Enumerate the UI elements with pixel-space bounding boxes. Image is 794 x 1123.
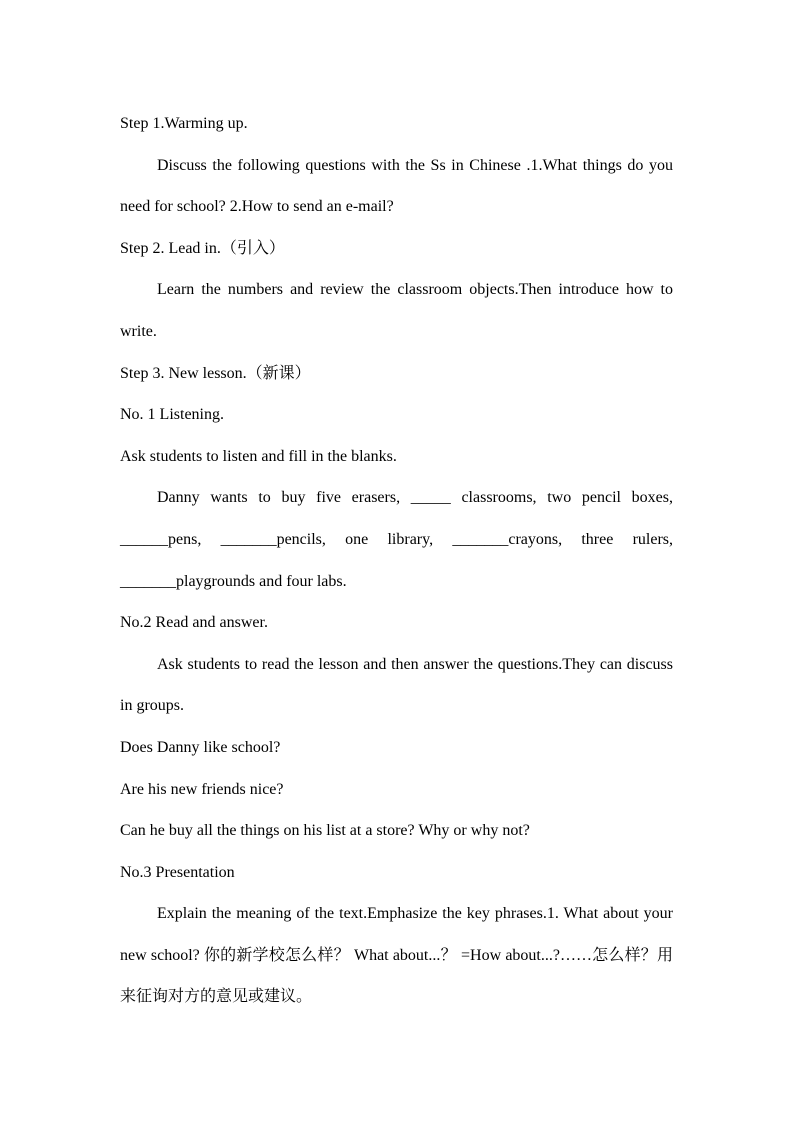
- question-3: Can he buy all the things on his list at a store? Why or why not?: [120, 822, 530, 840]
- listening-heading: No. 1 Listening.: [120, 406, 224, 424]
- listening-instruction: Ask students to listen and fill in the blanks.: [120, 447, 397, 465]
- step-1-paragraph: Discuss the following questions with the Ss in Chinese .1.What things do you need for school? 2.How to send an e-mail?: [120, 156, 673, 216]
- step-3-heading: Step 3. New lesson.（新课）: [120, 364, 311, 382]
- presentation-heading: No.3 Presentation: [120, 863, 235, 881]
- listening-fill-in-paragraph: Danny wants to buy five erasers, _____ classrooms, two pencil boxes, ______pens, _______pencils, one library, _______crayons, three rulers, _______playgrounds and four labs.: [120, 489, 673, 590]
- document-body: [120, 103, 673, 1018]
- read-answer-paragraph: Ask students to read the lesson and then answer the questions.They can discuss in groups.: [120, 655, 673, 715]
- step-2-paragraph: Learn the numbers and review the classroom objects.Then introduce how to write.: [120, 281, 673, 340]
- read-answer-heading: No.2 Read and answer.: [120, 614, 268, 632]
- step-2-heading: Step 2. Lead in.（引入）: [120, 239, 285, 257]
- question-1: Does Danny like school?: [120, 738, 281, 756]
- presentation-paragraph: Explain the meaning of the text.Emphasize the key phrases.1. What about your new school? 你的新学校怎么样？ What about...？ =How about...?……怎么样？用来征询对方的意见或建议。: [120, 905, 673, 1006]
- step-1-heading: Step 1.Warming up.: [120, 115, 248, 132]
- question-2: Are his new friends nice?: [120, 780, 284, 798]
